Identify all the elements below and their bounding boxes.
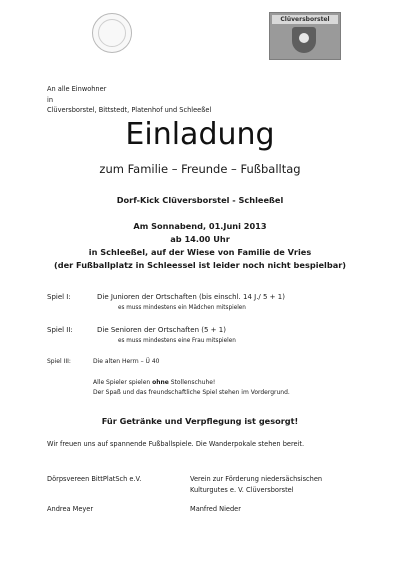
club-banner [269,12,341,60]
page-title: Einladung [125,117,275,152]
page-subtitle: zum Familie – Freunde – Fußballtag [99,162,301,176]
game3-text: Die alten Herrn – Ü 40 [93,358,160,365]
game2-sub: es muss mindestens eine Frau mitspielen [118,338,236,344]
organizer-right-line1: Verein zur Förderung niedersächsischen [190,475,323,483]
game1-text: Die Junioren der Ortschaften (bis einschl. 14 J./ 5 + 1) [97,293,285,301]
seal-logo [92,13,132,53]
rules-line1 [93,379,215,386]
banner-text: Clüversborstel [272,15,338,24]
game3-label: Spiel III: [47,358,71,365]
rules-line2: Der Spaß und das freundschaftliche Spiel stehen im Vordergrund. [93,389,290,396]
organizer-right-line2: Kulturgutes e. V. Clüversborstel [190,486,294,494]
event-time: ab 14.00 Uhr [170,234,230,244]
game1-sub: es muss mindestens ein Mädchen mitspielen [118,305,246,311]
person-left: Andrea Meyer [47,505,94,513]
event-name: Dorf-Kick Clüversborstel - Schleeßel [116,195,284,205]
closing-line: Wir freuen uns auf spannende Fußballspiele. Die Wanderpokale stehen bereit. [47,440,305,448]
address-line1: An alle Einwohner [47,85,107,93]
seal-inner-ring [98,19,126,47]
game2-label: Spiel II: [47,326,73,334]
rules-line1-post: Stollenschuhe! [168,379,216,386]
event-location: in Schleeßel, auf der Wiese von Familie de Vries [88,247,312,257]
event-note: (der Fußballplatz in Schleessel ist leider noch nicht bespielbar) [53,260,347,270]
address-line2: in [47,96,54,104]
rules-line1-bold: ohne [152,379,169,386]
catering-note: Für Getränke und Verpflegung ist gesorgt! [101,416,299,426]
game1-label: Spiel I: [47,293,71,301]
organizer-left: Dörpsvereen BittPlatSch e.V. [47,475,142,483]
rules-line1-pre: Alle Spieler spielen [93,379,153,386]
person-right: Manfred Nieder [190,505,241,513]
game2-text: Die Senioren der Ortschaften (5 + 1) [97,326,226,334]
event-date: Am Sonnabend, 01.Juni 2013 [133,221,267,231]
address-line3: Clüversborstel, Bittstedt, Platenhof und Schleeßel [47,106,212,114]
banner-shield-icon [292,27,316,53]
